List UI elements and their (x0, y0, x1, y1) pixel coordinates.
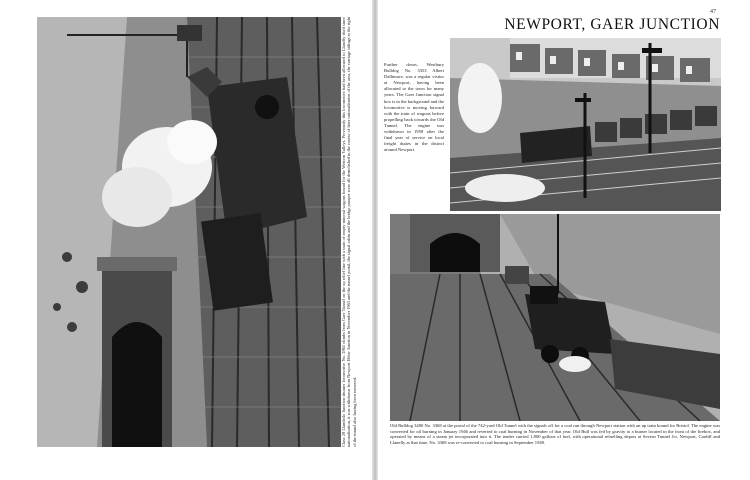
left-photo-caption: Class 28 Llandeilo Junction shunter locomotive No. 2865 climbs from Gaer Tunnel on the up relief line with a train of empty mineral wagons bound for the Western Valleys. Previously this locomotive had been allocated to Llanelly shed since nationalisation, it was withdrawn from Newport Ebbw Junction in November 1963 and the tunnel portal, the signal cabin and the bridge parapet were all demolished in the course of later rationalisation of the area, the carriage sidings to the right of the tunnel also having been removed. (341, 17, 357, 447)
intro-text: Further down, Westbury Bulldog No. 3353 Albert Dallimore, was a regular visitor at Newport, having been allocated to the town for many years. The Gaer Junction signal box is in the background and the locomotive is moving forward with the train of wagons before propelling back towards the Old Tunnel. The engine was withdrawn in 1958 after the final year of service on local freight duties in the district around Newport. (384, 62, 444, 153)
photo-locomotive-exiting-tunnel (37, 17, 341, 447)
bottom-photo-caption: Old Bulldog 3400 No. 3368 at the portal of the 742-yard Old Tunnel with the signals off for a coal run through Newport station with an up train bound for Bristol. The engine was converted for oil burning in January 1946 and reverted to coal burning in November of that year. Old Bull was fed by gravity to a burner located in the front of the firebox, and operated by means of a steam jet incorporated into it. The tender carried 1,800 gallons of fuel, with operational refuelling depots at Severn Tunnel Jct, Newport, Cardiff and Llanelly at that time. No. 3368 was re-converted to coal burning in September 1948. (390, 423, 720, 445)
photo-goods-train-terraced-houses (450, 38, 721, 211)
page-number: 47 (710, 9, 716, 15)
photo-tank-engine-tunnel-portal (390, 214, 720, 421)
left-page (0, 0, 372, 480)
left-caption-column (341, 17, 363, 447)
page-heading: NEWPORT, GAER JUNCTION (504, 16, 720, 33)
